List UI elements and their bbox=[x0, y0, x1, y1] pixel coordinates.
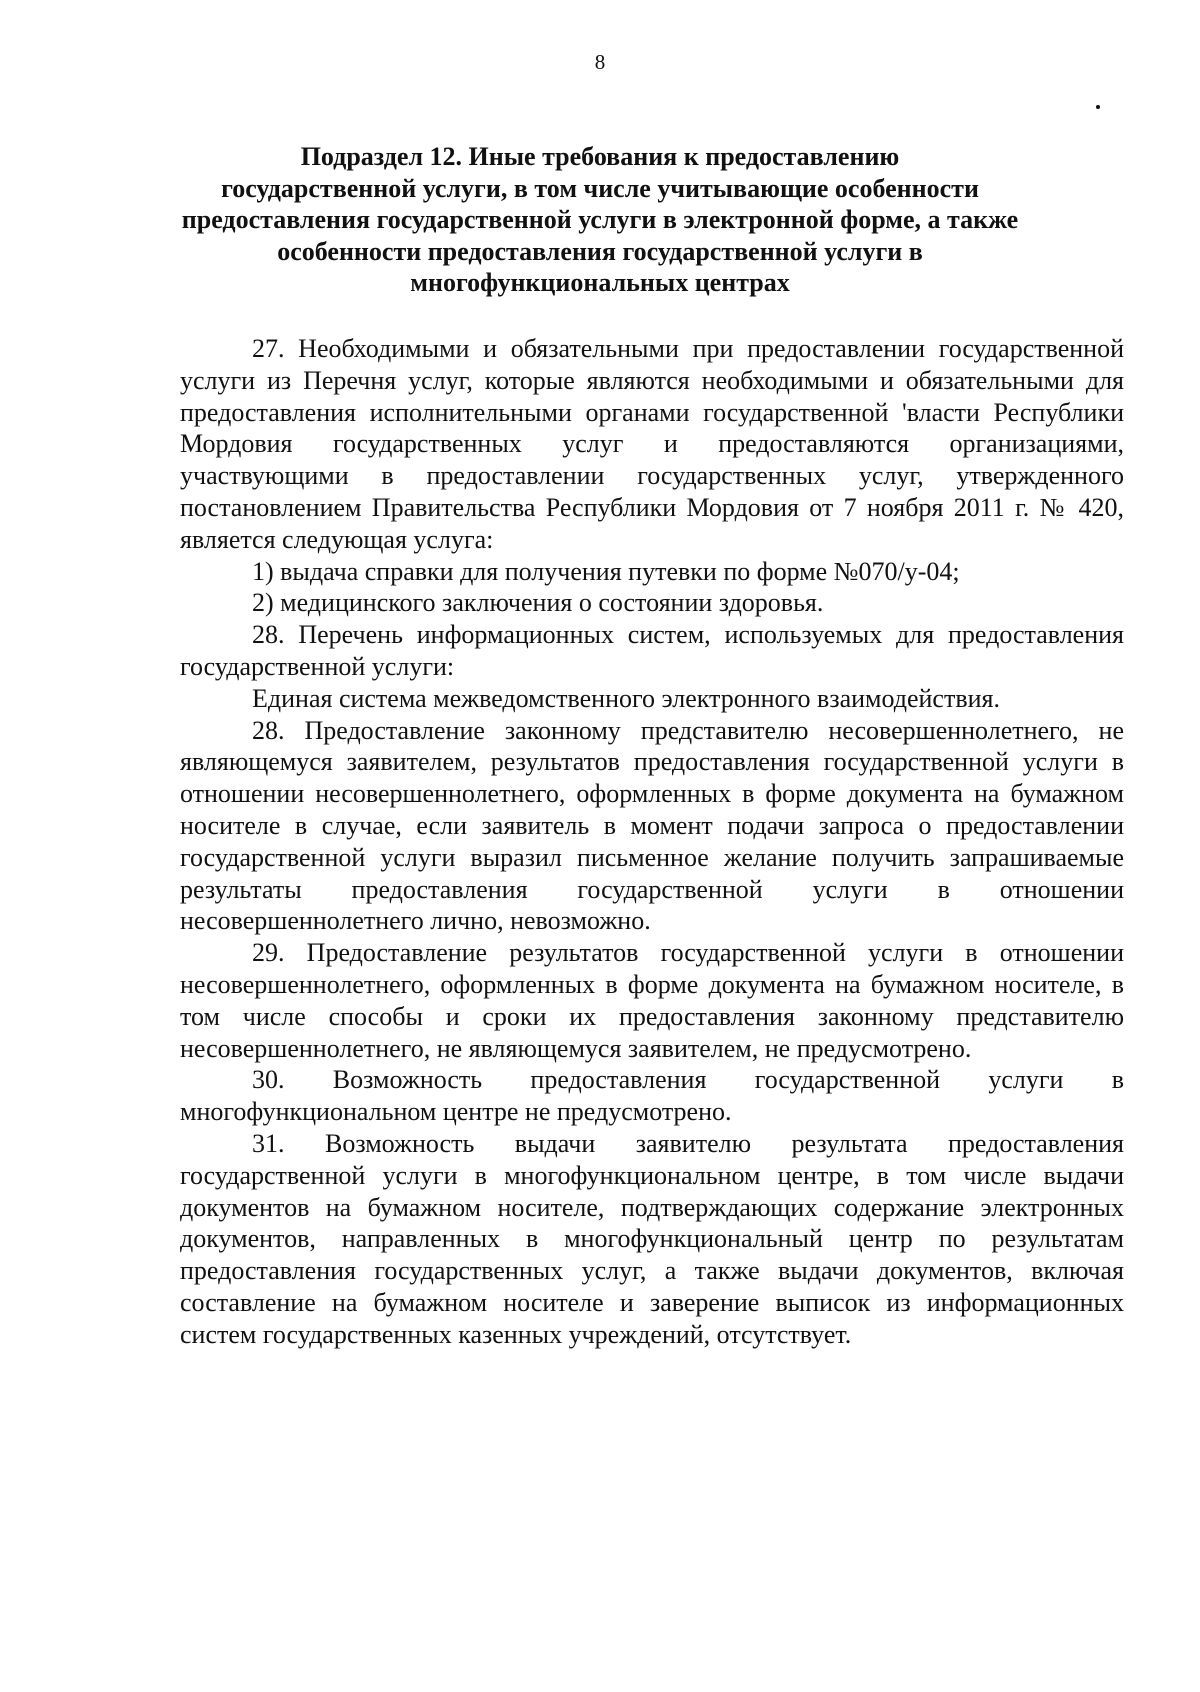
heading-line: государственной услуги, в том числе учитывающие особенности bbox=[221, 173, 979, 203]
paragraph-30: 30. Возможность предоставления государственной услуги в многофункциональном центре не предусмотрено. bbox=[180, 1065, 1124, 1127]
document-body bbox=[180, 333, 1124, 1351]
list-item-1: 1) выдача справки для получения путевки по форме №070/у-04; bbox=[252, 556, 960, 586]
page-number: 8 bbox=[594, 50, 606, 74]
paragraph-28-representative: 28. Предоставление законному представителю несовершеннолетнего, не являющемуся заявителем, результатов предоставления государственной услуги в отношении несовершеннолетнего, оформленных в форме документа на бумажном носителе в случае, если заявитель в момент подачи запроса о предоставлении государственной услуги выразил письменное желание получить запрашиваемые результаты предоставления государственной услуги в отношении несовершеннолетнего лично, невозможно. bbox=[180, 715, 1124, 936]
system-name: Единая система межведомственного электронного взаимодействия. bbox=[252, 683, 1000, 713]
heading-line: особенности предоставления государственной услуги в bbox=[277, 236, 923, 266]
heading-line: многофункциональных центрах bbox=[410, 268, 790, 297]
paragraph-29: 29. Предоставление результатов государственной услуги в отношении несовершеннолетнего, оформленных в форме документа на бумажном носителе, в том числе способы и сроки их предоставления законному представителю несовершеннолетнего, не являющемуся заявителем, не предусмотрено. bbox=[180, 938, 1124, 1063]
scan-artifact-dot bbox=[1096, 105, 1100, 109]
section-heading bbox=[150, 141, 1050, 299]
list-item-2: 2) медицинского заключения о состоянии здоровья. bbox=[252, 588, 824, 618]
heading-line: предоставления государственной услуги в электронной форме, а также bbox=[181, 205, 1019, 234]
paragraph-31: 31. Возможность выдачи заявителю результата предоставления государственной услуги в многофункциональном центре, в том числе выдачи документов на бумажном носителе, подтверждающих содержание электронных документов, направленных в многофункциональный центр по результатам предоставления государственных услуг, а также выдачи документов, включая составление на бумажном носителе и заверение выписок из информационных систем государственных казенных учреждений, отсутствует. bbox=[180, 1128, 1124, 1349]
paragraph-28-systems: 28. Перечень информационных систем, используемых для предоставления государственной услуги: bbox=[180, 620, 1124, 681]
heading-line: Подраздел 12. Иные требования к предоставлению bbox=[300, 142, 900, 171]
paragraph-27: 27. Необходимыми и обязательными при предоставлении государственной услуги из Перечня услуг, которые являются необходимыми и обязательными для предоставления исполнительными органами государственной 'власти Республики Мордовия государственных услуг и предоставляются организациями, участвующими в предоставлении государственных услуг, утвержденного постановлением Правительства Республики Мордовия от 7 ноября 2011 г. № 420, является следующая услуга: bbox=[180, 334, 1124, 554]
